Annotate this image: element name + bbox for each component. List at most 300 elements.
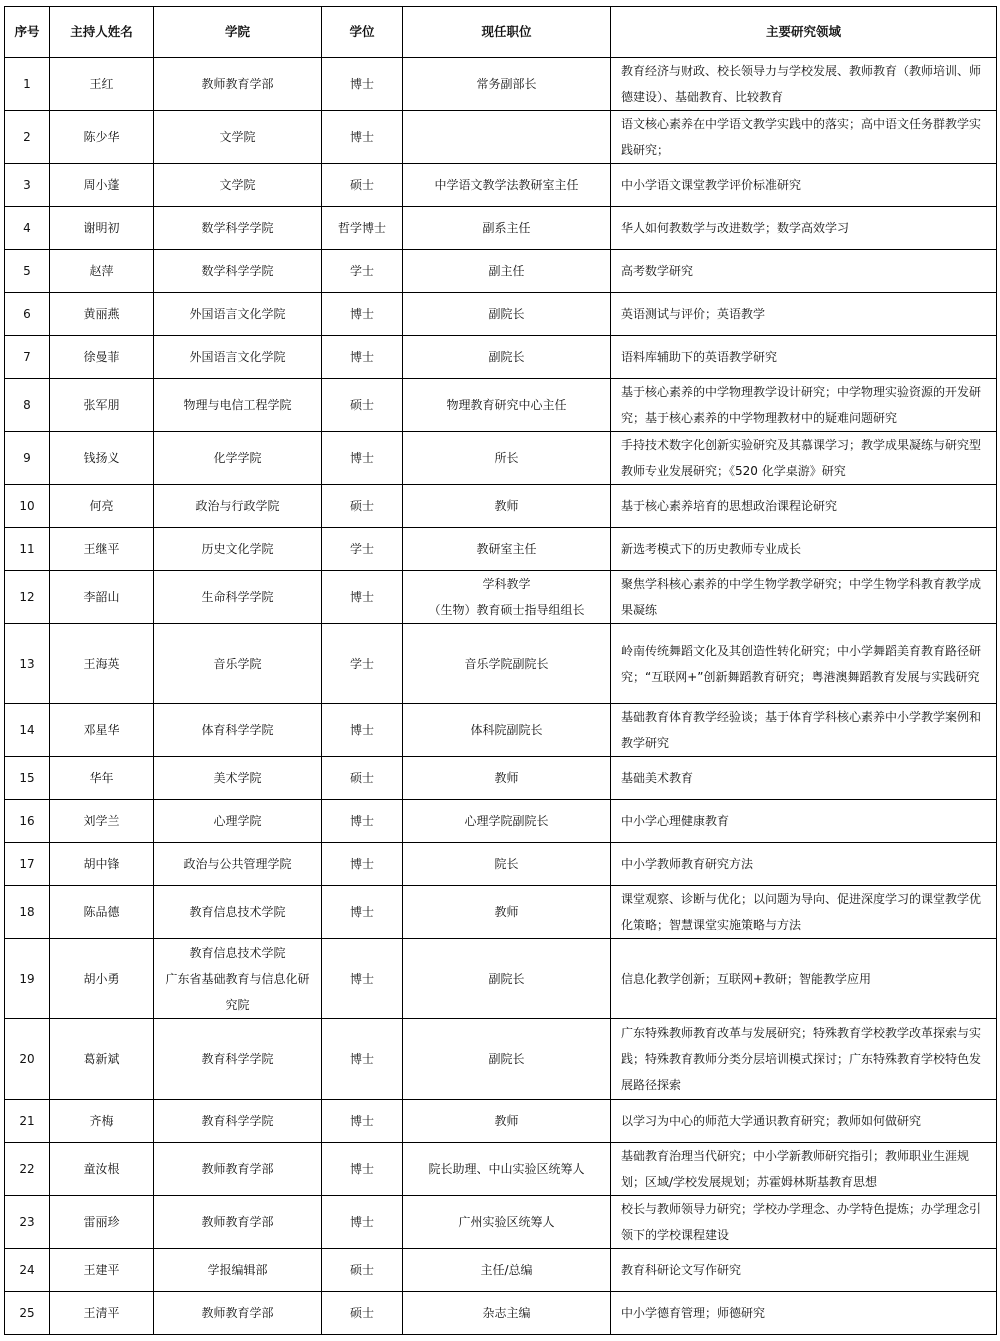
cell-college	[154, 1292, 322, 1335]
cell-no	[5, 111, 50, 164]
cell-no-text: 5	[23, 264, 31, 278]
cell-position-text: 心理学院副院长	[464, 814, 549, 828]
cell-position	[403, 843, 611, 886]
cell-degree	[322, 293, 403, 336]
cell-no	[5, 1196, 50, 1249]
cell-research	[611, 757, 997, 800]
cell-college	[154, 1019, 322, 1100]
cell-position	[403, 624, 611, 704]
cell-host-text: 刘学兰	[83, 814, 120, 828]
cell-college	[154, 58, 322, 111]
cell-degree	[322, 571, 403, 624]
cell-host	[50, 164, 154, 207]
cell-position	[403, 886, 611, 939]
header-research: 主要研究领域	[611, 7, 997, 58]
cell-college	[154, 757, 322, 800]
cell-host	[50, 757, 154, 800]
cell-research-text: 新选考模式下的历史教师专业成长	[621, 542, 802, 556]
cell-college-text-line2: 广东省基础教育与信息化研究院	[165, 971, 310, 1012]
cell-no	[5, 528, 50, 571]
cell-college-text: 政治与行政学院	[195, 499, 280, 513]
cell-host	[50, 1292, 154, 1335]
cell-college	[154, 1143, 322, 1196]
cell-research	[611, 800, 997, 843]
table-row	[5, 939, 997, 1019]
cell-college-text: 心理学院	[213, 814, 262, 828]
cell-host	[50, 1100, 154, 1143]
research-table	[4, 6, 997, 1335]
cell-no-text: 4	[23, 221, 31, 235]
cell-host-text: 王继平	[83, 542, 120, 556]
cell-college	[154, 485, 322, 528]
cell-host	[50, 624, 154, 704]
cell-position	[403, 704, 611, 757]
header-row	[5, 7, 997, 58]
cell-position-text: 体科院副院长	[470, 723, 543, 737]
cell-college-text: 教师教育学部	[201, 1306, 274, 1320]
cell-research-text: 基础美术教育	[621, 771, 694, 785]
cell-college	[154, 704, 322, 757]
cell-degree-text: 博士	[349, 905, 374, 919]
cell-degree-text: 博士	[349, 1215, 374, 1229]
cell-degree	[322, 111, 403, 164]
cell-research	[611, 293, 997, 336]
cell-college-text: 美术学院	[213, 771, 262, 785]
cell-research	[611, 1143, 997, 1196]
cell-college	[154, 800, 322, 843]
cell-host-text: 胡中锋	[83, 857, 120, 871]
cell-no	[5, 379, 50, 432]
cell-position-text: 音乐学院副院长	[464, 656, 549, 671]
cell-college-text: 体育科学学院	[201, 723, 274, 737]
cell-research	[611, 843, 997, 886]
cell-research	[611, 939, 997, 1019]
cell-position	[403, 1019, 611, 1100]
cell-position	[403, 485, 611, 528]
cell-college	[154, 379, 322, 432]
cell-college	[154, 432, 322, 485]
cell-no	[5, 1100, 50, 1143]
cell-college-text: 数学科学学院	[201, 264, 274, 278]
cell-research	[611, 528, 997, 571]
cell-degree	[322, 1249, 403, 1292]
cell-host	[50, 1143, 154, 1196]
cell-position-text: 杂志主编	[482, 1306, 531, 1320]
cell-no	[5, 1292, 50, 1335]
cell-position-text: 副院长	[488, 1052, 525, 1066]
cell-research	[611, 1292, 997, 1335]
cell-degree	[322, 1143, 403, 1196]
cell-host-text: 胡小勇	[83, 971, 120, 986]
table-row	[5, 1196, 997, 1249]
cell-host-text: 葛新斌	[83, 1052, 120, 1066]
table-row	[5, 111, 997, 164]
cell-position	[403, 1143, 611, 1196]
table-row	[5, 207, 997, 250]
cell-college-text: 物理与电信工程学院	[183, 398, 292, 412]
cell-college-text: 教育科学学院	[201, 1114, 274, 1128]
cell-host	[50, 843, 154, 886]
cell-host-text: 赵萍	[89, 264, 114, 278]
cell-no-text: 10	[19, 499, 35, 513]
cell-research-text: 手持技术数字化创新实验研究及其慕课学习；教学成果凝练与研究型教师专业发展研究；《520 化学桌游》研究	[621, 438, 982, 478]
cell-position-text: 广州实验区统筹人	[458, 1215, 555, 1229]
cell-college	[154, 1196, 322, 1249]
cell-host	[50, 379, 154, 432]
cell-degree-text: 博士	[349, 814, 374, 828]
cell-degree-text: 哲学博士	[337, 221, 386, 235]
cell-host	[50, 207, 154, 250]
cell-college-text: 教育信息技术学院	[189, 905, 286, 919]
cell-host-text: 雷丽珍	[83, 1215, 120, 1229]
cell-degree-text: 硕士	[349, 1306, 374, 1320]
cell-degree	[322, 939, 403, 1019]
cell-position-text: 教研室主任	[476, 542, 537, 556]
cell-college	[154, 624, 322, 704]
cell-college	[154, 1249, 322, 1292]
cell-host-text: 周小蓬	[83, 178, 120, 192]
cell-degree-text: 博士	[349, 857, 374, 871]
table-row	[5, 704, 997, 757]
cell-degree	[322, 432, 403, 485]
cell-host-text: 谢明初	[83, 221, 120, 235]
cell-research	[611, 571, 997, 624]
cell-college	[154, 164, 322, 207]
cell-no-text: 20	[19, 1052, 35, 1066]
cell-no	[5, 1249, 50, 1292]
cell-college-text: 外国语言文化学院	[189, 350, 286, 364]
cell-host-text: 黄丽燕	[83, 307, 120, 321]
cell-position-text: 副院长	[488, 307, 525, 321]
cell-college-text: 生命科学学院	[201, 590, 274, 604]
cell-position	[403, 58, 611, 111]
cell-research	[611, 704, 997, 757]
cell-no-text: 3	[23, 178, 31, 192]
cell-college-text: 教育信息技术学院	[189, 945, 286, 960]
cell-position-text: 副主任	[488, 264, 525, 278]
cell-position-text: 教师	[494, 771, 519, 785]
cell-host-text: 王清平	[83, 1306, 120, 1320]
cell-no	[5, 843, 50, 886]
cell-host-text: 陈少华	[83, 130, 120, 144]
cell-position-text: 所长	[494, 451, 519, 465]
cell-no-text: 1	[23, 77, 31, 91]
cell-research	[611, 58, 997, 111]
cell-research-text: 基于核心素养培育的思想政治课程论研究	[621, 499, 838, 513]
table-row	[5, 624, 997, 704]
cell-position	[403, 939, 611, 1019]
cell-college	[154, 207, 322, 250]
cell-research-text: 岭南传统舞蹈文化及其创造性转化研究；中小学舞蹈美育教育路径研究；“互联网+”创新舞蹈教育研究；粤港澳舞蹈教育发展与实践研究	[621, 643, 982, 684]
cell-degree	[322, 485, 403, 528]
cell-host	[50, 336, 154, 379]
cell-no-text: 12	[19, 590, 35, 604]
cell-no	[5, 624, 50, 704]
cell-position	[403, 1249, 611, 1292]
cell-college	[154, 886, 322, 939]
header-degree: 学位	[322, 7, 403, 58]
cell-degree	[322, 1019, 403, 1100]
cell-degree-text: 博士	[349, 1052, 374, 1066]
cell-research	[611, 1100, 997, 1143]
table-row	[5, 293, 997, 336]
cell-position	[403, 800, 611, 843]
cell-degree	[322, 250, 403, 293]
cell-degree	[322, 624, 403, 704]
cell-host	[50, 250, 154, 293]
cell-no-text: 6	[23, 307, 31, 321]
cell-college-text: 学报编辑部	[207, 1263, 268, 1277]
cell-no-text: 13	[19, 656, 35, 671]
cell-research-text: 校长与教师领导力研究；学校办学理念、办学特色提炼；办学理念引领下的学校课程建设	[621, 1202, 982, 1242]
cell-no-text: 14	[19, 723, 35, 737]
cell-degree-text: 博士	[349, 1114, 374, 1128]
cell-host-text: 钱扬义	[83, 451, 120, 465]
cell-degree-text: 博士	[349, 723, 374, 737]
cell-degree-text: 硕士	[349, 1263, 374, 1277]
cell-host-text: 王海英	[83, 656, 120, 671]
cell-college-text: 数学科学学院	[201, 221, 274, 235]
cell-host-text: 王红	[89, 77, 114, 91]
cell-position	[403, 207, 611, 250]
table-row	[5, 164, 997, 207]
cell-no	[5, 293, 50, 336]
cell-host	[50, 293, 154, 336]
cell-host-text: 张军朋	[83, 398, 120, 412]
cell-no-text: 22	[19, 1162, 35, 1176]
cell-research	[611, 379, 997, 432]
cell-host	[50, 800, 154, 843]
cell-position-text: 教师	[494, 905, 519, 919]
cell-host	[50, 1019, 154, 1100]
cell-research	[611, 432, 997, 485]
cell-research	[611, 336, 997, 379]
cell-position-text: 副院长	[488, 971, 525, 986]
cell-no-text: 19	[19, 971, 35, 986]
cell-college-text: 化学学院	[213, 451, 262, 465]
cell-host	[50, 111, 154, 164]
cell-position	[403, 757, 611, 800]
cell-no-text: 8	[23, 398, 31, 412]
cell-research	[611, 1196, 997, 1249]
cell-college	[154, 528, 322, 571]
cell-research-text: 基于核心素养的中学物理教学设计研究；中学物理实验资源的开发研究；基于核心素养的中学物理教材中的疑难问题研究	[621, 385, 982, 425]
cell-college	[154, 843, 322, 886]
cell-host-text: 陈品德	[83, 905, 120, 919]
cell-host	[50, 528, 154, 571]
cell-position	[403, 528, 611, 571]
cell-degree-text: 硕士	[349, 398, 374, 412]
cell-no	[5, 1143, 50, 1196]
cell-position	[403, 1100, 611, 1143]
cell-degree	[322, 336, 403, 379]
cell-college-text: 音乐学院	[213, 656, 262, 671]
cell-no-text: 21	[19, 1114, 35, 1128]
cell-host-text: 李韶山	[83, 590, 120, 604]
cell-position	[403, 293, 611, 336]
cell-degree	[322, 379, 403, 432]
cell-no	[5, 336, 50, 379]
cell-position-text: 常务副部长	[476, 77, 537, 91]
cell-host	[50, 485, 154, 528]
cell-research-text: 信息化教学创新；互联网+教研；智能教学应用	[621, 971, 872, 986]
cell-position	[403, 250, 611, 293]
cell-research-text: 华人如何教数学与改进数学；数学高效学习	[621, 221, 850, 235]
cell-host-text: 童汝根	[83, 1162, 120, 1176]
cell-college-text: 历史文化学院	[201, 542, 274, 556]
cell-research-text: 聚焦学科核心素养的中学生物学教学研究；中学生物学科教育教学成果凝练	[621, 577, 982, 617]
cell-host-text: 王建平	[83, 1263, 120, 1277]
cell-research-text: 中小学语文课堂教学评价标准研究	[621, 178, 802, 192]
cell-position-text: 物理教育研究中心主任	[446, 398, 567, 412]
table-row	[5, 485, 997, 528]
cell-college-text: 文学院	[219, 130, 256, 144]
cell-degree-text: 学士	[349, 264, 374, 278]
cell-degree-text: 博士	[349, 590, 374, 604]
cell-college	[154, 250, 322, 293]
cell-degree-text: 硕士	[349, 499, 374, 513]
cell-position	[403, 571, 611, 624]
cell-research-text: 教育科研论文写作研究	[621, 1263, 742, 1277]
cell-host-text: 华年	[89, 771, 114, 785]
cell-no	[5, 58, 50, 111]
header-host: 主持人姓名	[50, 7, 154, 58]
cell-degree	[322, 1292, 403, 1335]
cell-position	[403, 164, 611, 207]
cell-no	[5, 571, 50, 624]
cell-degree	[322, 528, 403, 571]
table-row	[5, 528, 997, 571]
cell-college-text: 教师教育学部	[201, 1215, 274, 1229]
cell-no	[5, 939, 50, 1019]
cell-degree	[322, 843, 403, 886]
cell-no	[5, 800, 50, 843]
cell-host	[50, 1249, 154, 1292]
header-position: 现任职位	[403, 7, 611, 58]
header-college: 学院	[154, 7, 322, 58]
header-no: 序号	[5, 7, 50, 58]
cell-research-text: 课堂观察、诊断与优化；以问题为导向、促进深度学习的课堂教学优化策略；智慧课堂实施策略与方法	[621, 892, 982, 932]
cell-degree-text: 博士	[349, 451, 374, 465]
cell-host	[50, 939, 154, 1019]
cell-college	[154, 939, 322, 1019]
cell-position	[403, 379, 611, 432]
cell-college-text: 文学院	[219, 178, 256, 192]
cell-host	[50, 1196, 154, 1249]
table-row	[5, 336, 997, 379]
cell-research-text: 教育经济与财政、校长领导力与学校发展、教师教育（教师培训、师德建设）、基础教育、比较教育	[621, 64, 982, 104]
cell-no-text: 2	[23, 130, 31, 144]
cell-host	[50, 571, 154, 624]
cell-position	[403, 336, 611, 379]
cell-host-text: 邓星华	[83, 723, 120, 737]
cell-degree	[322, 58, 403, 111]
cell-no-text: 18	[19, 905, 35, 919]
cell-college-text: 外国语言文化学院	[189, 307, 286, 321]
cell-degree-text: 博士	[349, 130, 374, 144]
cell-host-text: 何亮	[89, 499, 114, 513]
cell-no	[5, 704, 50, 757]
cell-college-text: 教育科学学院	[201, 1052, 274, 1066]
cell-position-text: 中学语文教学法教研室主任	[434, 178, 579, 192]
cell-college	[154, 111, 322, 164]
cell-position-text: 副系主任	[482, 221, 531, 235]
cell-research-text: 高考数学研究	[621, 264, 694, 278]
cell-no-text: 7	[23, 350, 31, 364]
cell-no	[5, 485, 50, 528]
table-row	[5, 432, 997, 485]
cell-college	[154, 336, 322, 379]
cell-degree	[322, 757, 403, 800]
cell-host-text: 徐曼菲	[83, 350, 120, 364]
cell-degree-text: 学士	[349, 542, 374, 556]
cell-no	[5, 1019, 50, 1100]
table-row	[5, 250, 997, 293]
cell-no	[5, 757, 50, 800]
cell-degree	[322, 1196, 403, 1249]
cell-host	[50, 432, 154, 485]
table-row	[5, 58, 997, 111]
cell-research	[611, 886, 997, 939]
cell-degree-text: 博士	[349, 971, 374, 986]
cell-host	[50, 886, 154, 939]
cell-no-text: 25	[19, 1306, 35, 1320]
table-row	[5, 1100, 997, 1143]
cell-college-text: 政治与公共管理学院	[183, 857, 292, 871]
cell-college	[154, 571, 322, 624]
cell-degree	[322, 207, 403, 250]
cell-no	[5, 164, 50, 207]
cell-college-text: 教师教育学部	[201, 77, 274, 91]
cell-no-text: 16	[19, 814, 35, 828]
cell-position	[403, 111, 611, 164]
cell-position-text: 教师	[494, 499, 519, 513]
table-row	[5, 843, 997, 886]
cell-research	[611, 250, 997, 293]
cell-degree	[322, 886, 403, 939]
table-row	[5, 1143, 997, 1196]
cell-position-text: 院长	[494, 857, 519, 871]
table-row	[5, 1019, 997, 1100]
cell-position	[403, 432, 611, 485]
cell-position-text: 学科教学	[482, 577, 531, 591]
cell-position-text: 院长助理、中山实验区统筹人	[428, 1162, 585, 1176]
cell-research-text: 以学习为中心的师范大学通识教育研究；教师如何做研究	[621, 1114, 922, 1128]
cell-no	[5, 250, 50, 293]
cell-position	[403, 1292, 611, 1335]
cell-no-text: 24	[19, 1263, 35, 1277]
cell-research	[611, 1019, 997, 1100]
cell-degree	[322, 164, 403, 207]
table-row	[5, 757, 997, 800]
table-row	[5, 1249, 997, 1292]
cell-research	[611, 1249, 997, 1292]
cell-no-text: 15	[19, 771, 35, 785]
cell-degree-text: 博士	[349, 307, 374, 321]
cell-no	[5, 432, 50, 485]
cell-research	[611, 111, 997, 164]
cell-position-text: 教师	[494, 1114, 519, 1128]
cell-research-text: 基础教育体育教学经验谈；基于体育学科核心素养中小学教学案例和教学研究	[621, 710, 982, 750]
cell-college	[154, 1100, 322, 1143]
cell-degree	[322, 800, 403, 843]
cell-college-text: 教师教育学部	[201, 1162, 274, 1176]
cell-research-text: 英语测试与评价；英语教学	[621, 307, 766, 321]
cell-no-text: 9	[23, 451, 31, 465]
cell-degree-text: 硕士	[349, 771, 374, 785]
cell-degree-text: 博士	[349, 1162, 374, 1176]
cell-host-text: 齐梅	[89, 1114, 114, 1128]
